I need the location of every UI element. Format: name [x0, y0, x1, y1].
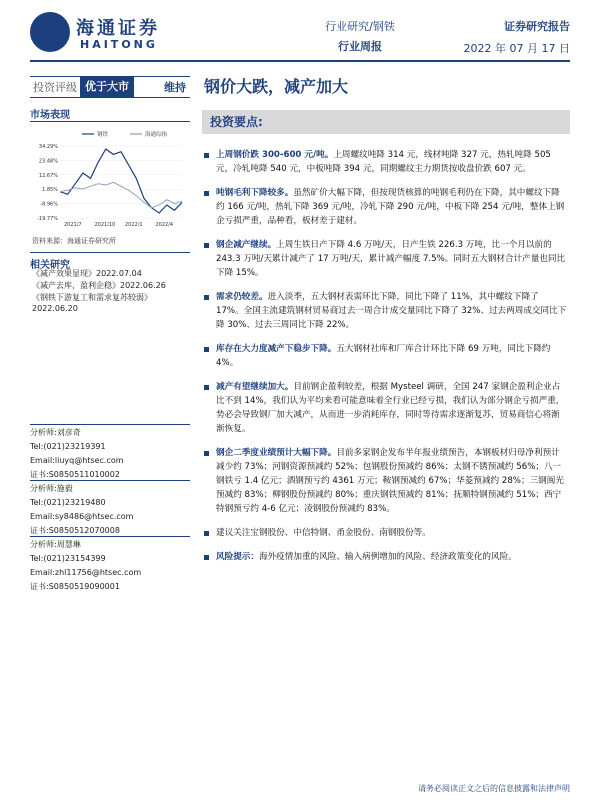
report-label: 证券研究报告	[504, 20, 570, 33]
analyst-email[interactable]: Email:sy8486@htsec.com	[30, 512, 134, 521]
report-type: 行业周报	[338, 40, 382, 53]
logo-name-en: HAITONG	[80, 38, 158, 51]
key-point-lead: 钢企二季度业绩预计大幅下降。	[216, 448, 337, 458]
key-point-item	[204, 148, 568, 176]
bullet-square-icon	[204, 451, 209, 456]
key-point-item	[204, 526, 568, 540]
analyst-card	[30, 480, 190, 538]
disclaimer-footer: 请务必阅读正文之后的信息披露和法律声明	[418, 784, 570, 793]
series-line-index	[60, 182, 182, 207]
related-item[interactable]: 《钢铁下游复工和需求复苏较弱》2022.06.20	[32, 293, 152, 313]
x-tick-label: 2022/4	[155, 222, 174, 228]
key-point-item	[204, 186, 568, 228]
key-point-text: 建议关注宝钢股份、中信特钢、甬金股份、南钢股份等。	[216, 528, 431, 538]
report-header	[0, 0, 600, 60]
logo-name-cn: 海通证券	[76, 18, 160, 39]
key-point-text: 虽然矿价大幅下降，但按现货核算的吨钢毛利仍在下降，其中螺纹下降约 166 元/吨，热轧下降 369 元/吨，冷轧下降 290 元/吨，中板下降 254 元/吨，整体上钢企亏损严重，品种看，板材差于建材。	[216, 188, 565, 226]
bullet-square-icon	[204, 531, 209, 536]
bullet-square-icon	[204, 347, 209, 352]
rating-value: 优于大市	[80, 77, 134, 97]
key-point-text: 进入淡季，五大钢材表需环比下降，同比下降了 11%，其中螺纹下降了 17%。全国主流建筑钢材贸易商过去一周合计成交量同比下降了 32%、过去两周成交同比下降 30%、过去三周同比下降 22%。	[216, 292, 567, 330]
analyst-name: 分析师:周慧琳	[30, 536, 190, 552]
bullet-square-icon	[204, 385, 209, 390]
company-logo	[30, 10, 230, 54]
analyst-tel: Tel:(021)23219480	[30, 498, 106, 507]
analyst-email[interactable]: Email:liuyq@htsec.com	[30, 456, 124, 465]
y-tick-label: 23.48%	[38, 158, 58, 165]
key-point-lead: 需求仍较差。	[216, 292, 268, 302]
key-point-item	[204, 446, 568, 516]
related-item[interactable]: 《减产效果显现》2022.07.04	[32, 269, 142, 278]
analyst-tel: Tel:(021)23219391	[30, 442, 106, 451]
related-research-list	[32, 268, 192, 315]
report-category: 行业研究/钢铁	[325, 20, 395, 33]
legend-label: 海通综指	[145, 132, 168, 138]
analyst-name: 分析师:刘彦奇	[30, 424, 190, 440]
bullet-square-icon	[204, 243, 209, 248]
y-tick-label: 12.67%	[38, 172, 58, 179]
rating-keep: 维持	[164, 81, 186, 94]
key-point-text: 目前多家钢企发布半年报业绩预告，本钢板材归母净利预计减少约 73%；河钢资源预减约 52%；包钢股份预减约 86%；太钢不锈预减约 56%；八一钢铁亏 1.4 亿元；酒钢预亏约 4361 万元；鞍钢预减约 67%；华菱预减约 28%；三钢闽光预减约 83%；柳钢股份预减约 80%；重庆钢铁预减约 81%；抚顺特钢预减约 51%；西宁特钢预亏约 4-6 亿元；凌钢股份预减约 83%。	[216, 448, 564, 514]
market-heading: 市场表现	[30, 110, 70, 121]
bullet-square-icon	[204, 295, 209, 300]
key-point-lead: 钢企减产继续。	[216, 240, 277, 250]
key-point-item	[204, 380, 568, 436]
x-tick-label: 2021/7	[64, 222, 82, 228]
rating-label: 投资评级	[33, 81, 77, 94]
legend-label: 钢铁	[97, 132, 109, 138]
y-tick-label: 34.29%	[38, 144, 58, 150]
haitong-logo-icon	[30, 12, 70, 52]
key-point-item	[204, 550, 568, 564]
x-tick-label: 2021/10	[94, 222, 116, 228]
bullet-square-icon	[204, 555, 209, 560]
related-heading: 相关研究	[30, 260, 70, 271]
market-performance-chart	[30, 128, 190, 233]
analyst-tel: Tel:(021)23154399	[30, 554, 106, 563]
report-date: 2022 年 07 月 17 日	[463, 42, 570, 55]
key-point-text: 海外疫情加重的风险、输入病例增加的风险、经济政策变化的风险。	[258, 552, 517, 562]
key-point-text: 目前钢企盈利较差，根据 Mysteel 调研，全国 247 家钢企盈利企业占比不到 14%，我们认为平均来看可能意味着全行业已经亏损，我们认为部分钢企亏损严重，势必会导致钢厂加大减产，从而进一步消耗库存，同时等待需求逐渐复苏，贸易商信心将渐渐恢复。	[216, 382, 565, 434]
analyst-email[interactable]: Email:zhl11756@htsec.com	[30, 568, 142, 577]
key-point-lead: 库存在大力度减产下稳步下降。	[216, 344, 337, 354]
key-point-item	[204, 290, 568, 332]
analyst-cert: 证书:S0850512070008	[30, 526, 120, 535]
key-points-heading: 投资要点:	[202, 110, 570, 134]
header-divider	[30, 60, 570, 62]
analyst-cert: 证书:S0850511010002	[30, 470, 120, 479]
key-point-lead: 风险提示：	[216, 552, 259, 562]
analyst-card	[30, 424, 190, 482]
report-title: 钢价大跌，减产加大	[204, 77, 349, 96]
key-point-text: 五大钢材社库和厂库合计环比下降 69 万吨，同比下降约 4%。	[216, 344, 551, 368]
series-line-steel	[60, 149, 182, 213]
bullet-square-icon	[204, 191, 209, 196]
y-tick-label: -19.77%	[37, 216, 58, 222]
related-item[interactable]: 《减产去库，盈利企稳》2022.06.26	[32, 281, 166, 290]
key-point-lead: 上周钢价跌 300-600 元/吨。	[216, 150, 334, 160]
key-point-text: 上周螺纹吨降 314 元，线材吨降 327 元，热轧吨降 505 元，冷轧吨降 540 元，中板吨降 394 元，同期螺纹主力期货按收盘价跌 607 元。	[216, 150, 551, 174]
chart-source: 资料来源：海通证券研究所	[32, 237, 116, 245]
bullet-square-icon	[204, 153, 209, 158]
analyst-name: 分析师:施毅	[30, 480, 190, 496]
key-point-item	[204, 342, 568, 370]
y-tick-label: 1.85%	[42, 187, 58, 194]
analyst-cert: 证书:S0850519090001	[30, 582, 120, 591]
market-divider	[30, 121, 190, 122]
key-point-lead: 吨钢毛利下降较多。	[216, 188, 294, 198]
key-points-list	[204, 148, 568, 574]
source-divider	[30, 252, 190, 253]
key-point-text: 上周生铁日产下降 4.6 万吨/天，日产生铁 226.3 万吨，比一个月以前的 243.3 万吨/天累计减产了 17 万吨/天，累计减产幅度 7.5%。同时五大钢材合计产量也同比下降 15%。	[216, 240, 566, 278]
y-tick-label: -8.96%	[40, 201, 58, 208]
x-tick-label: 2022/1	[125, 222, 143, 228]
key-point-lead: 减产有望继续加大。	[216, 382, 294, 392]
investment-rating	[30, 76, 190, 98]
key-point-item	[204, 238, 568, 280]
analyst-card	[30, 536, 190, 594]
